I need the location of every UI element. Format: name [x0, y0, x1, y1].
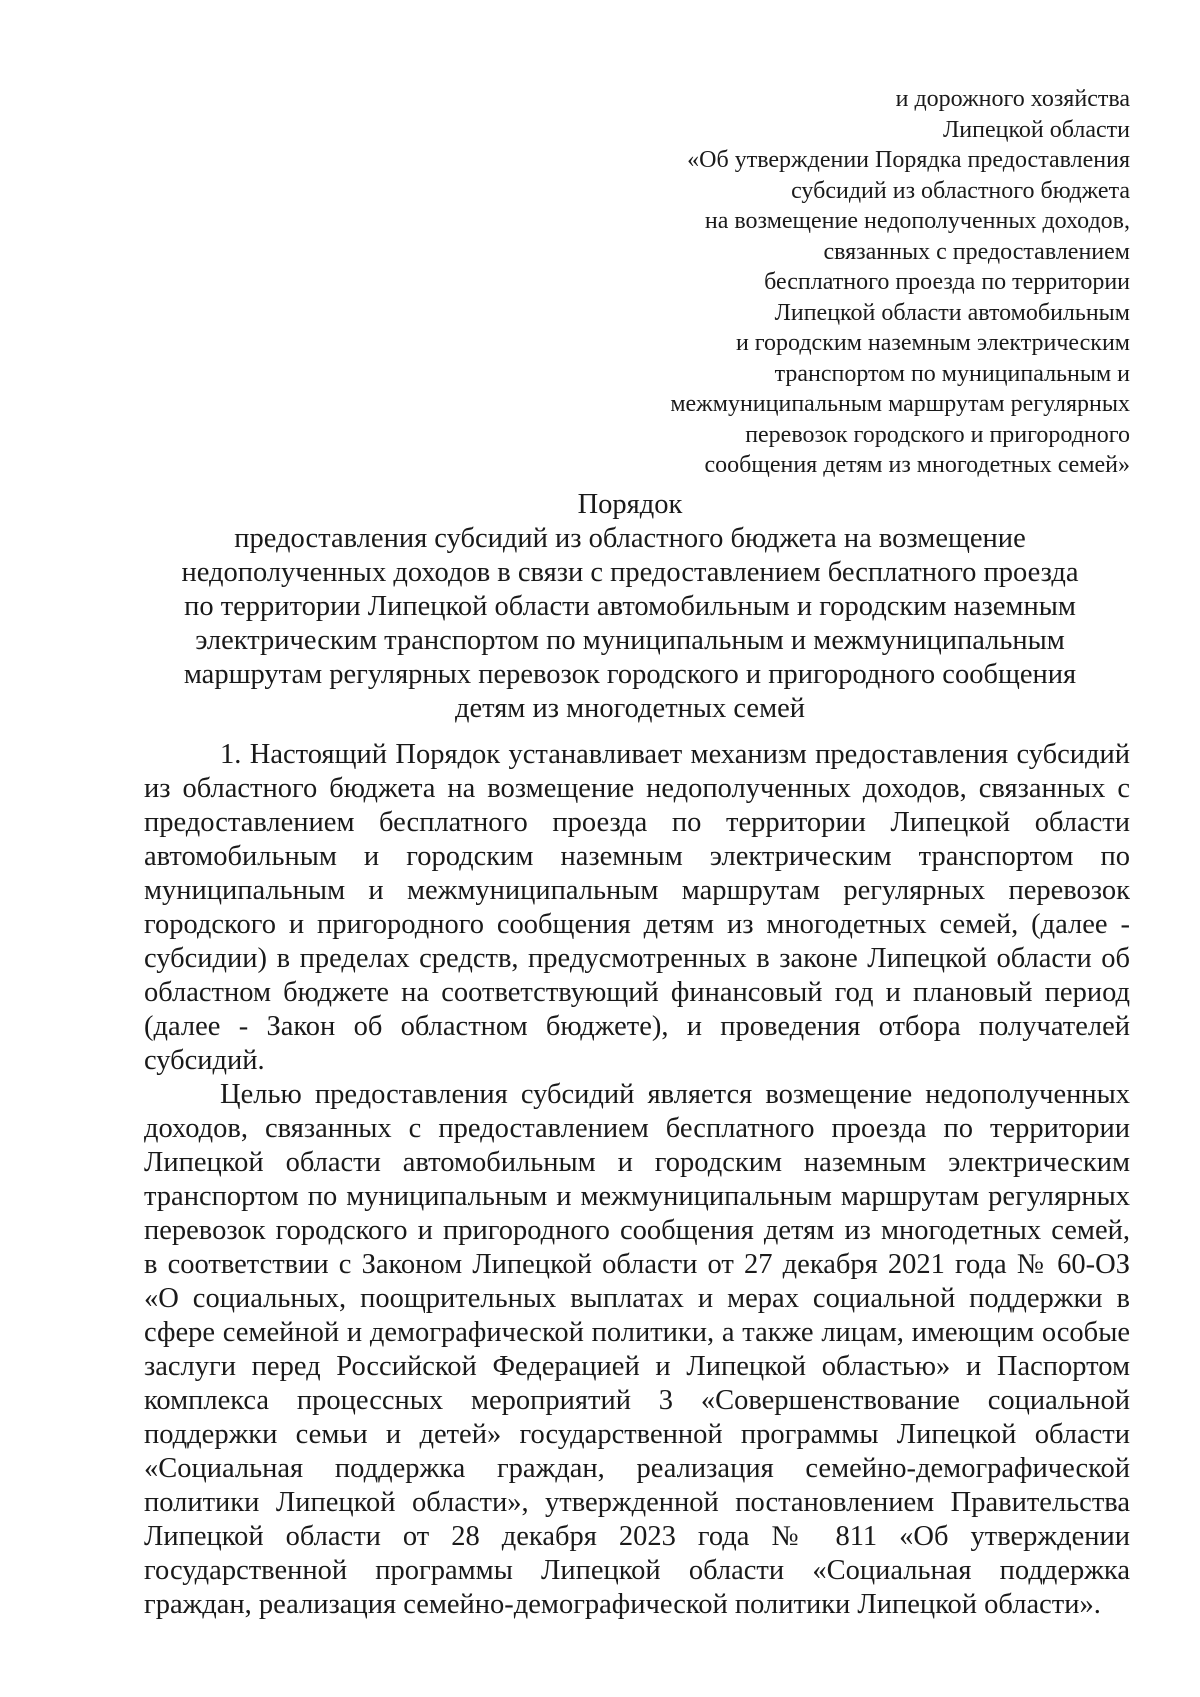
- paragraph-line: доходов, связанных с предоставлением бесплатного проезда по территории: [144, 1113, 1130, 1144]
- title-line: предоставления субсидий из областного бюджета на возмещение: [234, 523, 1026, 554]
- title-line: детям из многодетных семей: [454, 693, 806, 724]
- paragraph-line: городского и пригородного сообщения детям из многодетных семей, (далее -: [144, 909, 1130, 940]
- paragraph-line: 1. Настоящий Порядок устанавливает механизм предоставления субсидий: [220, 739, 1130, 770]
- paragraph-1: [144, 738, 1130, 1078]
- header-line: Липецкой области: [943, 116, 1130, 143]
- title-line: маршрутам регулярных перевозок городского и пригородного сообщения: [183, 659, 1077, 690]
- approval-header: [560, 84, 1130, 481]
- paragraph-line: субсидии) в пределах средств, предусмотренных в законе Липецкой области об: [144, 943, 1130, 974]
- header-line: на возмещение недополученных доходов,: [704, 208, 1130, 234]
- paragraph-line: «Социальная поддержка граждан, реализация семейно-демографической: [144, 1453, 1130, 1484]
- title-line: электрическим транспортом по муниципальным и межмуниципальным: [195, 625, 1065, 656]
- title-line: по территории Липецкой области автомобильным и городским наземным: [184, 591, 1076, 622]
- paragraph-line: заслуги перед Российской Федерацией и Липецкой областью» и Паспортом: [144, 1351, 1130, 1382]
- header-line: транспортом по муниципальным и: [774, 360, 1130, 387]
- header-line: Липецкой области автомобильным: [774, 299, 1130, 326]
- header-line: бесплатного проезда по территории: [764, 269, 1130, 295]
- paragraph-line: Липецкой области автомобильным и городским наземным электрическим: [144, 1147, 1130, 1178]
- paragraph-line: (далее - Закон об областном бюджете), и проведения отбора получателей: [144, 1011, 1130, 1042]
- paragraph-line: субсидий.: [144, 1045, 265, 1076]
- paragraph-line: комплекса процессных мероприятий 3 «Совершенствование социальной: [144, 1385, 1130, 1416]
- header-line: «Об утверждении Порядка предоставления: [687, 147, 1130, 173]
- paragraph-line: сфере семейной и демографической политики, а также лицам, имеющим особые: [144, 1317, 1130, 1348]
- title-heading: Порядок: [577, 489, 683, 520]
- paragraph-line: граждан, реализация семейно-демографической политики Липецкой области».: [144, 1589, 1101, 1620]
- header-line: межмуниципальным маршрутам регулярных: [670, 391, 1130, 417]
- paragraph-line: из областного бюджета на возмещение недополученных доходов, связанных с: [144, 773, 1130, 804]
- paragraph-line: Целью предоставления субсидий является возмещение недополученных: [220, 1079, 1130, 1110]
- paragraph-line: в соответствии с Законом Липецкой области от 27 декабря 2021 года № 60-ОЗ: [144, 1249, 1130, 1280]
- paragraph-line: поддержки семьи и детей» государственной программы Липецкой области: [144, 1419, 1130, 1450]
- header-line: субсидий из областного бюджета: [791, 177, 1130, 204]
- header-line: сообщения детям из многодетных семей»: [704, 452, 1130, 478]
- paragraph-line: транспортом по муниципальным и межмуниципальным маршрутам регулярных: [144, 1181, 1130, 1212]
- header-line: и городским наземным электрическим: [735, 330, 1130, 356]
- paragraph-line: государственной программы Липецкой области «Социальная поддержка: [144, 1555, 1130, 1586]
- header-line: и дорожного хозяйства: [895, 86, 1130, 112]
- document-body: [144, 738, 1130, 1622]
- document-title: [120, 488, 1140, 726]
- paragraph-2: [144, 1078, 1130, 1622]
- paragraph-line: «О социальных, поощрительных выплатах и мерах социальной поддержки в: [144, 1283, 1130, 1314]
- title-line: недополученных доходов в связи с предоставлением бесплатного проезда: [181, 557, 1079, 588]
- paragraph-line: Липецкой области от 28 декабря 2023 года № 811 «Об утверждении: [144, 1521, 1130, 1552]
- header-line: связанных с предоставлением: [823, 238, 1130, 265]
- paragraph-line: муниципальным и межмуниципальным маршрутам регулярных перевозок: [144, 875, 1130, 906]
- paragraph-line: автомобильным и городским наземным электрическим транспортом по: [144, 841, 1130, 872]
- paragraph-line: политики Липецкой области», утвержденной постановлением Правительства: [144, 1487, 1130, 1518]
- paragraph-line: областном бюджете на соответствующий финансовый год и плановый период: [144, 977, 1130, 1008]
- header-line: перевозок городского и пригородного: [745, 421, 1130, 448]
- paragraph-line: предоставлением бесплатного проезда по территории Липецкой области: [144, 807, 1130, 838]
- paragraph-line: перевозок городского и пригородного сообщения детям из многодетных семей,: [144, 1215, 1130, 1246]
